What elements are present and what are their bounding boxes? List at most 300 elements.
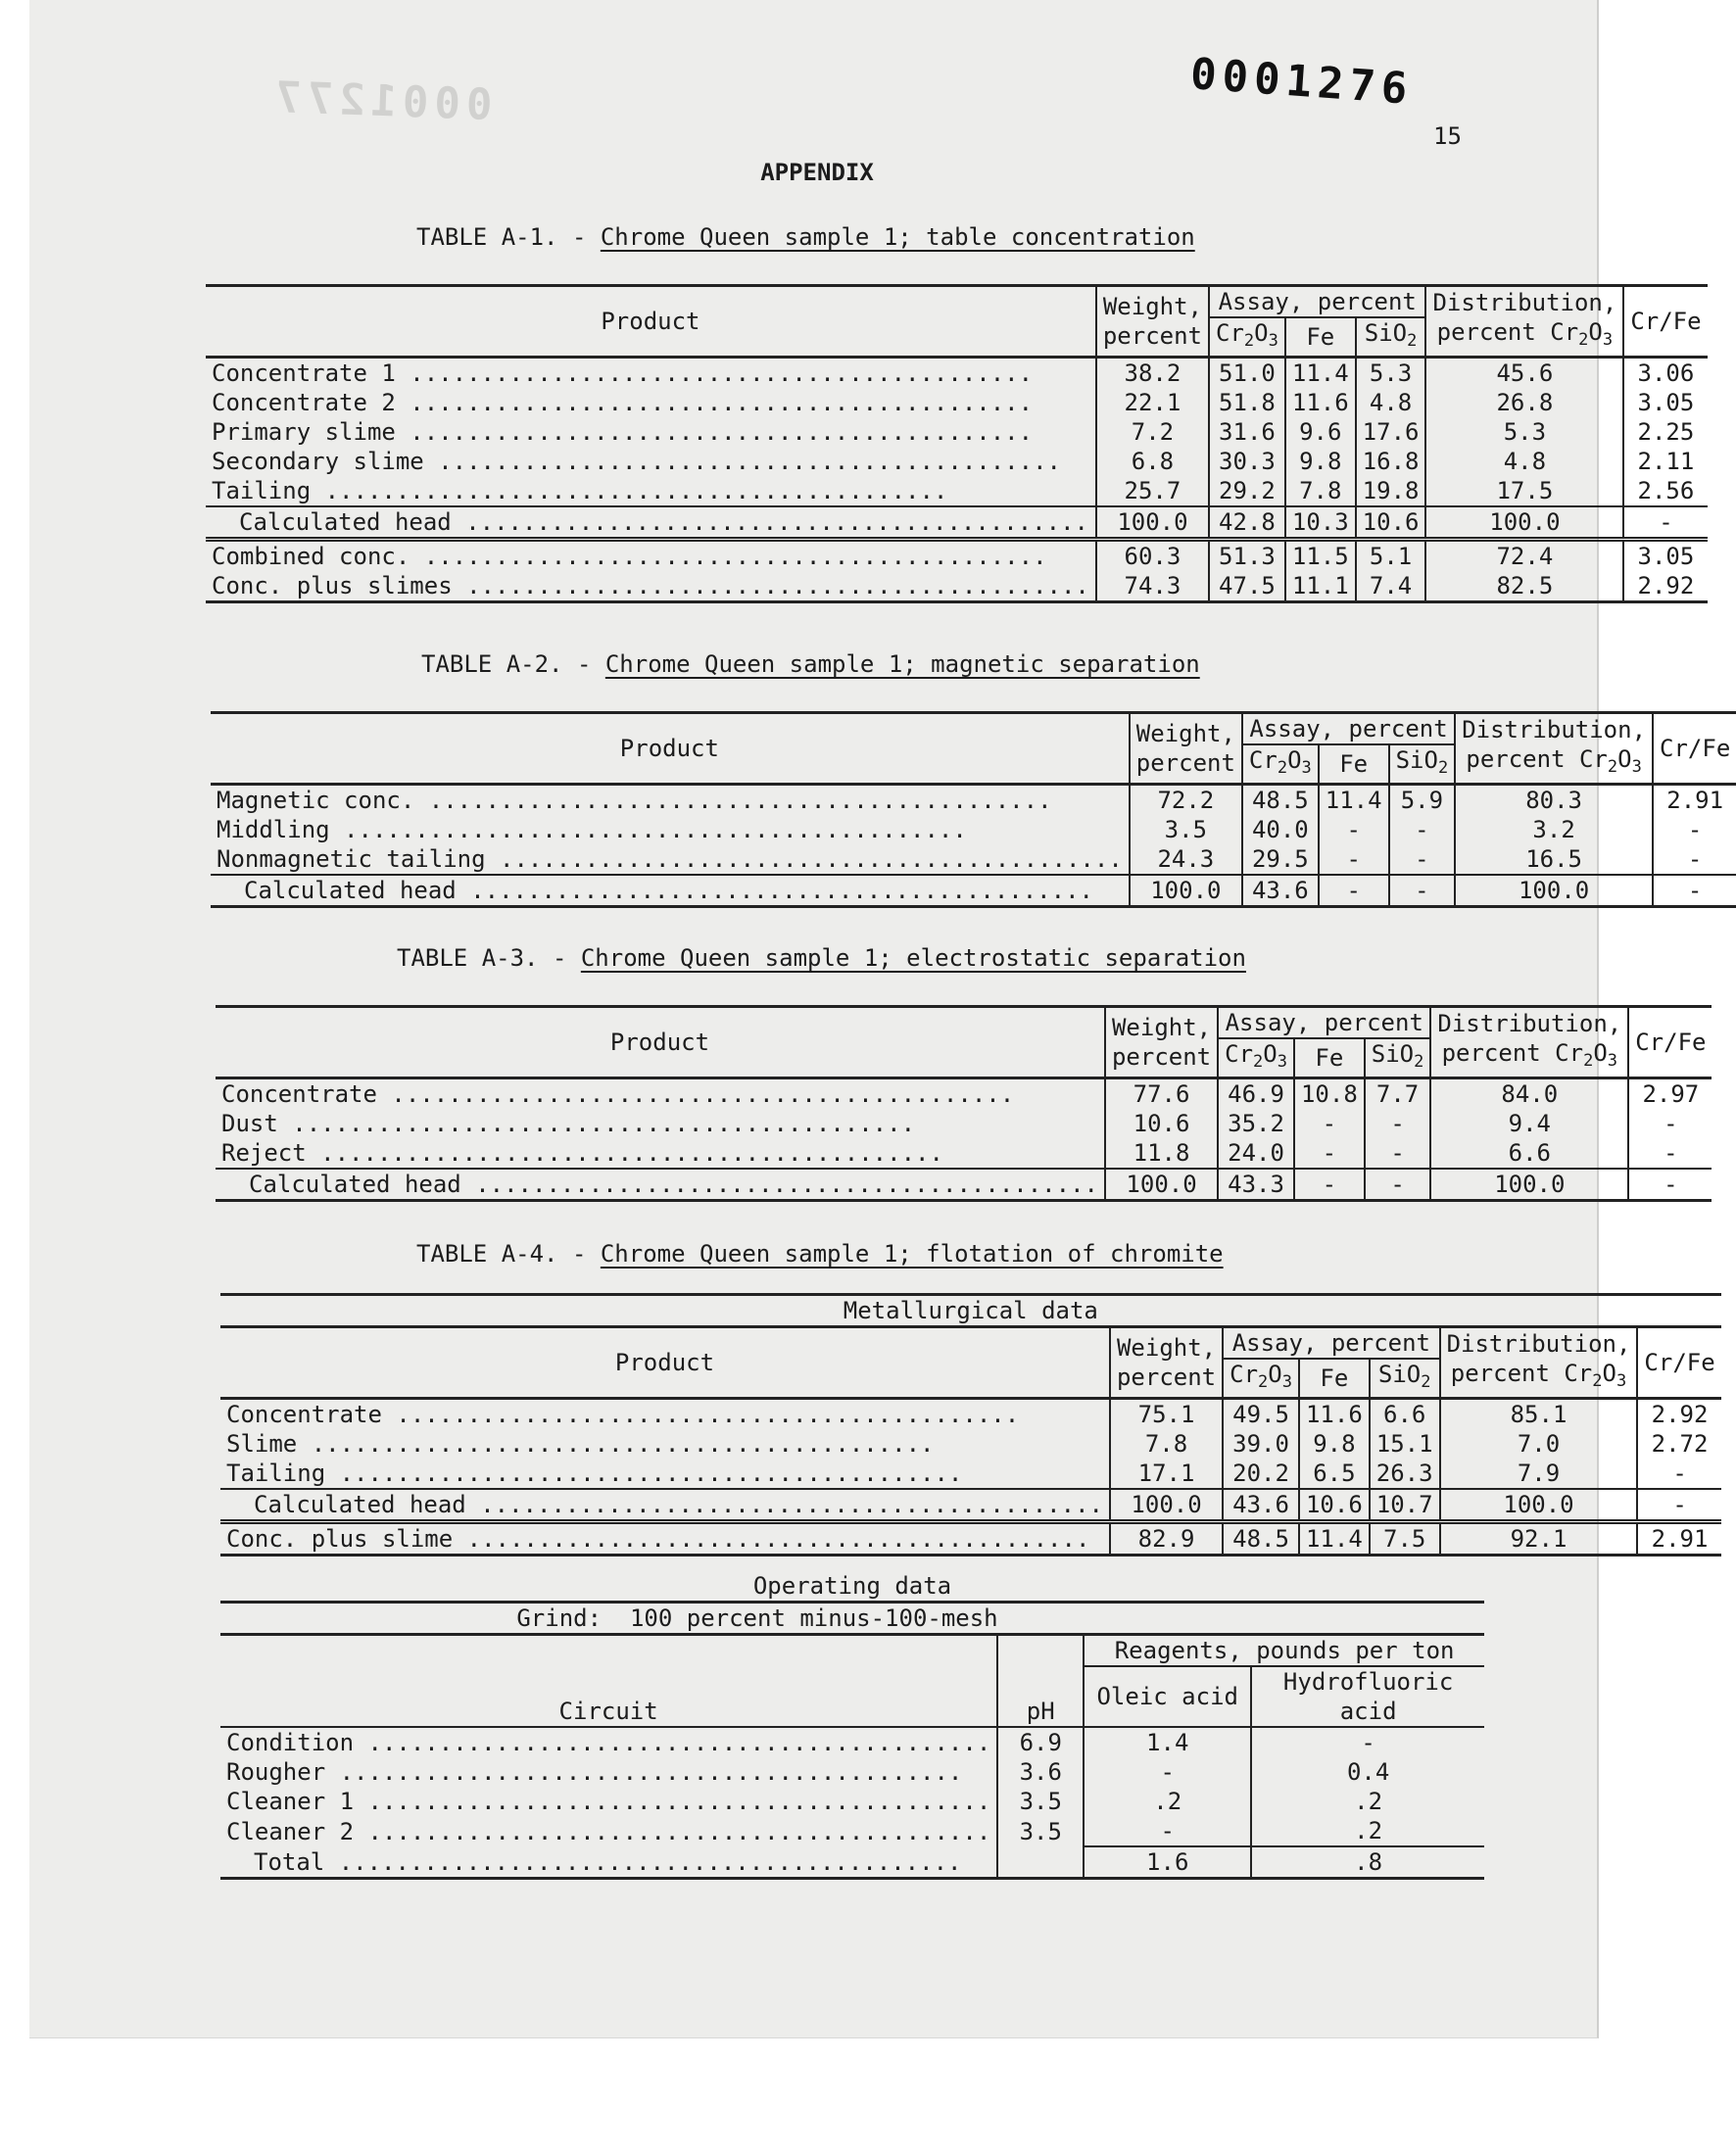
header-fe: Fe [1294, 1038, 1365, 1078]
fe-value: - [1319, 815, 1389, 844]
cr2o3-value: 20.2 [1223, 1459, 1299, 1489]
cr2o3-value: 39.0 [1223, 1429, 1299, 1459]
circuit-row [220, 1727, 1484, 1757]
weight-value: 3.5 [1130, 815, 1242, 844]
product-label: Calculated head ..... [254, 1491, 1103, 1518]
product-label: Conc. plus slime ..... [226, 1525, 1089, 1553]
product-label-cell [220, 1816, 997, 1846]
header-weight-line2: percent [1116, 1364, 1217, 1391]
weight-value: 6.8 [1096, 447, 1209, 476]
subscript: 2 [1421, 1372, 1431, 1392]
product-label: Concentrate 2 ..... [212, 389, 1033, 416]
product-label: Nonmagnetic tailing ..... [217, 845, 1123, 873]
distribution-value: 72.4 [1425, 540, 1623, 572]
fe-value: 7.8 [1285, 476, 1356, 506]
ph-value [997, 1846, 1084, 1879]
crfe-value: 2.72 [1637, 1429, 1720, 1459]
header-dist-line1: Distribution, [1462, 716, 1647, 743]
header-product: Product [216, 1007, 1105, 1078]
operating-data-heading: Operating data [220, 1571, 1484, 1603]
header-weight-line2: percent [1135, 749, 1235, 777]
header-sio2 [1356, 317, 1426, 358]
sio2-value: 5.3 [1356, 358, 1426, 389]
header-fe: Fe [1285, 317, 1356, 358]
table-row [220, 1459, 1721, 1489]
header-distribution: Distribution, percent $Cr_2O_3$ [1455, 713, 1653, 785]
product-label: Slime ..... [226, 1430, 934, 1458]
table-a3-title [397, 944, 1246, 972]
product-label: Combined conc. ..... [212, 543, 1047, 570]
circuit-row [220, 1757, 1484, 1787]
fe-value: 11.5 [1285, 540, 1356, 572]
appendix-heading: APPENDIX [760, 159, 874, 186]
header-sio2 [1365, 1038, 1431, 1078]
weight-value: 25.7 [1096, 476, 1209, 506]
page-number: 15 [1433, 122, 1462, 150]
weight-value: 100.0 [1110, 1489, 1223, 1522]
weight-value: 22.1 [1096, 388, 1209, 417]
table-row [206, 358, 1708, 389]
product-label: Concentrate ..... [221, 1080, 1014, 1108]
ph-value: 6.9 [997, 1727, 1084, 1757]
table-a1 [206, 284, 1708, 603]
distribution-value: 100.0 [1455, 875, 1653, 907]
product-label: Middling ..... [217, 816, 967, 843]
operating-data-table [220, 1571, 1484, 1880]
header-cr2o3: $Cr_2O_3$ [1209, 317, 1285, 358]
table-a4-title [416, 1240, 1224, 1268]
product-label: Total ..... [254, 1848, 961, 1876]
subscript: 3 [1268, 331, 1278, 351]
cr2o3-value: 51.0 [1209, 358, 1285, 389]
calculated-head-row [206, 506, 1708, 540]
sio2-value: 15.1 [1370, 1429, 1440, 1459]
grind-value: 100 percent minus-100-mesh [629, 1604, 998, 1632]
product-label: Rougher ..... [226, 1758, 962, 1786]
subscript: 2 [1407, 331, 1418, 351]
sio2-value: - [1365, 1109, 1431, 1138]
header-weight [1110, 1327, 1223, 1399]
distribution-value: 9.4 [1430, 1109, 1628, 1138]
distribution-value: 100.0 [1430, 1169, 1628, 1201]
distribution-value: 92.1 [1440, 1522, 1638, 1556]
table-row [211, 815, 1736, 844]
crfe-value: - [1623, 506, 1707, 540]
fe-value: 11.4 [1299, 1522, 1370, 1556]
product-label: Dust ..... [221, 1110, 915, 1137]
sio2-value: - [1389, 844, 1456, 875]
bleed-through-stamp: 0001277 [268, 72, 494, 130]
product-label-cell [216, 1169, 1105, 1201]
header-circuit: Circuit [558, 1698, 658, 1725]
header-assay: Assay, percent [1242, 713, 1455, 745]
header-crfe: Cr/Fe [1623, 286, 1707, 358]
sio2-value: 7.7 [1365, 1078, 1431, 1110]
crfe-value: - [1628, 1109, 1712, 1138]
table-title-prefix: TABLE A-2. - [421, 650, 605, 678]
subscript: 2 [1258, 1372, 1269, 1392]
product-label-cell [206, 571, 1096, 602]
sio2-value: 5.1 [1356, 540, 1426, 572]
product-label-cell [211, 815, 1130, 844]
header-dist-line1: Distribution, [1432, 289, 1617, 316]
weight-value: 11.8 [1105, 1138, 1218, 1169]
oleic-acid-value: .2 [1084, 1787, 1251, 1816]
distribution-value: 6.6 [1430, 1138, 1628, 1169]
fe-value: 10.8 [1294, 1078, 1365, 1110]
product-label-cell [211, 875, 1130, 907]
distribution-value: 3.2 [1455, 815, 1653, 844]
weight-value: 38.2 [1096, 358, 1209, 389]
header-weight [1105, 1007, 1218, 1078]
product-label-cell [220, 1846, 997, 1879]
hydrofluoric-acid-value: 0.4 [1251, 1757, 1484, 1787]
table-a4 [220, 1293, 1721, 1556]
product-label: Calculated head ..... [249, 1171, 1098, 1198]
ph-value: 3.6 [997, 1757, 1084, 1787]
calculated-head-row [216, 1169, 1712, 1201]
table-title-prefix: TABLE A-1. - [416, 223, 601, 251]
table-title-prefix: TABLE A-4. - [416, 1240, 601, 1268]
sio2-value: 7.4 [1356, 571, 1426, 602]
cr2o3-value: 48.5 [1242, 785, 1319, 816]
product-label-cell [206, 388, 1096, 417]
crfe-value: 2.91 [1653, 785, 1736, 816]
cr2o3-value: 49.5 [1223, 1399, 1299, 1430]
ph-value: 3.5 [997, 1787, 1084, 1816]
subscript: 2 [1592, 1371, 1603, 1391]
crfe-value: - [1653, 844, 1736, 875]
header-crfe: Cr/Fe [1637, 1327, 1720, 1399]
distribution-value: 82.5 [1425, 571, 1623, 602]
cr2o3-value: 48.5 [1223, 1522, 1299, 1556]
header-weight-line1: Weight, [1135, 720, 1235, 747]
subscript: 2 [1277, 758, 1288, 778]
header-product: Product [220, 1327, 1110, 1399]
fe-value: 11.4 [1319, 785, 1389, 816]
product-label: Calculated head ..... [239, 508, 1088, 536]
fe-value: 10.6 [1299, 1489, 1370, 1522]
crfe-value: 2.56 [1623, 476, 1707, 506]
header-dist-line2: percent Cr [1450, 1360, 1593, 1387]
product-label-cell [206, 417, 1096, 447]
cr2o3-value: 43.6 [1242, 875, 1319, 907]
oleic-acid-value: - [1084, 1757, 1251, 1787]
distribution-value: 84.0 [1430, 1078, 1628, 1110]
subscript: 2 [1414, 1052, 1424, 1072]
header-cr2o3: $Cr_2O_3$ [1223, 1359, 1299, 1399]
header-dist-line1: Distribution, [1437, 1010, 1622, 1037]
subscript: 2 [1607, 757, 1618, 777]
header-fe: Fe [1319, 744, 1389, 785]
calculated-head-row [220, 1489, 1721, 1522]
product-label-cell [220, 1787, 997, 1816]
sio2-value: 4.8 [1356, 388, 1426, 417]
header-weight [1130, 713, 1242, 785]
sio2-value: 6.6 [1370, 1399, 1440, 1430]
header-assay: Assay, percent [1209, 286, 1425, 318]
circuit-row [220, 1816, 1484, 1846]
header-dist-line2: percent Cr [1441, 1039, 1584, 1067]
header-assay: Assay, percent [1223, 1327, 1439, 1360]
weight-value: 100.0 [1130, 875, 1242, 907]
product-label-cell [220, 1429, 1110, 1459]
cr2o3-value: 51.3 [1209, 540, 1285, 572]
table-a1-title [416, 223, 1195, 251]
crfe-value: 3.05 [1623, 388, 1707, 417]
oleic-acid-total: 1.6 [1084, 1846, 1251, 1879]
oleic-acid-value: 1.4 [1084, 1727, 1251, 1757]
sio2-value: 19.8 [1356, 476, 1426, 506]
distribution-value: 16.5 [1455, 844, 1653, 875]
cr2o3-value: 42.8 [1209, 506, 1285, 540]
weight-value: 74.3 [1096, 571, 1209, 602]
header-ph: pH [997, 1635, 1084, 1728]
crfe-value: 2.97 [1628, 1078, 1712, 1110]
crfe-value: - [1628, 1169, 1712, 1201]
header-cr: Cr [1248, 746, 1278, 774]
product-label: Tailing ..... [212, 477, 947, 504]
subscript: 3 [1615, 1371, 1627, 1391]
product-label: Condition ..... [226, 1729, 990, 1756]
sio2-value: - [1389, 815, 1456, 844]
document-stamp-number: 0001276 [1188, 49, 1415, 115]
distribution-value: 5.3 [1425, 417, 1623, 447]
crfe-value: - [1628, 1138, 1712, 1169]
weight-value: 60.3 [1096, 540, 1209, 572]
header-cr2o3: $Cr_2O_3$ [1218, 1038, 1294, 1078]
distribution-value: 4.8 [1425, 447, 1623, 476]
cr2o3-value: 40.0 [1242, 815, 1319, 844]
table-row [206, 447, 1708, 476]
header-product: Product [211, 713, 1130, 785]
header-weight-line2: percent [1111, 1043, 1212, 1071]
product-label-cell [206, 476, 1096, 506]
product-label: Tailing ..... [226, 1460, 962, 1487]
weight-value: 7.8 [1110, 1429, 1223, 1459]
product-label: Cleaner 1 ..... [226, 1788, 990, 1815]
weight-value: 77.6 [1105, 1078, 1218, 1110]
total-row [220, 1846, 1484, 1879]
product-label-cell [216, 1078, 1105, 1110]
header-weight-line1: Weight, [1116, 1334, 1217, 1362]
hydrofluoric-acid-value: .2 [1251, 1787, 1484, 1816]
header-cr2o3: $Cr_2O_3$ [1242, 744, 1319, 785]
header-dist-line2: percent Cr [1466, 745, 1608, 773]
table-row [220, 1429, 1721, 1459]
table-a3 [216, 1005, 1712, 1202]
header-reagents: Reagents, pounds per ton [1084, 1635, 1484, 1667]
subscript: 3 [1281, 1372, 1292, 1392]
header-sio: SiO [1377, 1361, 1422, 1388]
sio2-value: 10.6 [1356, 506, 1426, 540]
fe-value: - [1319, 844, 1389, 875]
subscript: 2 [1253, 1052, 1264, 1072]
header-dist-line1: Distribution, [1446, 1330, 1631, 1358]
table-row [216, 1078, 1712, 1110]
fe-value: 11.1 [1285, 571, 1356, 602]
cr2o3-value: 30.3 [1209, 447, 1285, 476]
weight-value: 100.0 [1096, 506, 1209, 540]
fe-value: 11.4 [1285, 358, 1356, 389]
distribution-value: 100.0 [1425, 506, 1623, 540]
product-label-cell [220, 1459, 1110, 1489]
header-oleic-acid: Oleic acid [1084, 1666, 1251, 1727]
table-title-text: Chrome Queen sample 1; magnetic separation [604, 650, 1200, 678]
product-label-cell [206, 506, 1096, 540]
hydrofluoric-acid-total: .8 [1251, 1846, 1484, 1879]
weight-value: 75.1 [1110, 1399, 1223, 1430]
product-label: Cleaner 2 ..... [226, 1818, 990, 1845]
cr2o3-value: 35.2 [1218, 1109, 1294, 1138]
combined-row [206, 571, 1708, 602]
calculated-head-row [211, 875, 1736, 907]
product-label: Secondary slime ..... [212, 448, 1061, 475]
table-a2 [211, 711, 1736, 908]
product-label-cell [206, 447, 1096, 476]
product-label: Concentrate 1 ..... [212, 359, 1033, 387]
subscript: 2 [1578, 330, 1589, 350]
fe-value: - [1294, 1109, 1365, 1138]
header-sio: SiO [1364, 319, 1408, 347]
distribution-value: 26.8 [1425, 388, 1623, 417]
cr2o3-value: 43.3 [1218, 1169, 1294, 1201]
ph-value: 3.5 [997, 1816, 1084, 1846]
fe-value: 11.6 [1299, 1399, 1370, 1430]
weight-value: 17.1 [1110, 1459, 1223, 1489]
weight-value: 82.9 [1110, 1522, 1223, 1556]
table-title-text: Chrome Queen sample 1; table concentration [600, 223, 1195, 251]
crfe-value: 2.11 [1623, 447, 1707, 476]
header-sio: SiO [1371, 1040, 1415, 1068]
subscript: 3 [1277, 1052, 1287, 1072]
table-title-text: Chrome Queen sample 1; electrostatic separation [580, 944, 1246, 972]
distribution-value: 7.9 [1440, 1459, 1638, 1489]
product-label-cell [206, 540, 1096, 572]
header-crfe: Cr/Fe [1628, 1007, 1712, 1078]
cr2o3-value: 46.9 [1218, 1078, 1294, 1110]
header-distribution: Distribution, percent $Cr_2O_3$ [1440, 1327, 1638, 1399]
header-sio2 [1389, 744, 1456, 785]
crfe-value: - [1637, 1489, 1720, 1522]
fe-value: 9.8 [1299, 1429, 1370, 1459]
table-title-prefix: TABLE A-3. - [397, 944, 581, 972]
subscript: 2 [1243, 331, 1255, 351]
table-row [216, 1138, 1712, 1169]
subscript: 3 [1631, 757, 1642, 777]
subscript: 3 [1301, 758, 1312, 778]
header-weight-line1: Weight, [1111, 1014, 1212, 1041]
crfe-value: - [1653, 875, 1736, 907]
fe-value: 9.8 [1285, 447, 1356, 476]
product-label: Reject ..... [221, 1139, 943, 1167]
product-label-cell [211, 785, 1130, 816]
fe-value: - [1294, 1169, 1365, 1201]
circuit-row [220, 1787, 1484, 1816]
cr2o3-value: 43.6 [1223, 1489, 1299, 1522]
sio2-value: - [1389, 875, 1456, 907]
hydrofluoric-acid-value: .2 [1251, 1816, 1484, 1846]
grind-label: Grind: [516, 1604, 603, 1632]
product-label: Magnetic conc. ..... [217, 787, 1052, 814]
crfe-value: 2.92 [1637, 1399, 1720, 1430]
header-sio: SiO [1395, 746, 1438, 774]
sio2-value: 7.5 [1370, 1522, 1440, 1556]
header-assay: Assay, percent [1218, 1007, 1430, 1039]
crfe-value: 2.92 [1623, 571, 1707, 602]
header-cr: Cr [1230, 1361, 1259, 1388]
crfe-value: 3.05 [1623, 540, 1707, 572]
distribution-value: 100.0 [1440, 1489, 1638, 1522]
table-row [211, 785, 1736, 816]
header-cr: Cr [1216, 319, 1244, 347]
header-cr: Cr [1225, 1040, 1254, 1068]
weight-value: 10.6 [1105, 1109, 1218, 1138]
distribution-value: 80.3 [1455, 785, 1653, 816]
conc-plus-slime-row [220, 1522, 1721, 1556]
sio2-value: 26.3 [1370, 1459, 1440, 1489]
table-title-text: Chrome Queen sample 1; flotation of chromite [600, 1240, 1224, 1268]
product-label-cell [206, 358, 1096, 389]
fe-value: 10.3 [1285, 506, 1356, 540]
header-distribution: Distribution, percent $Cr_2O_3$ [1430, 1007, 1628, 1078]
header-product: Product [206, 286, 1096, 358]
product-label-cell [220, 1727, 997, 1757]
distribution-value: 45.6 [1425, 358, 1623, 389]
fe-value: - [1294, 1138, 1365, 1169]
cr2o3-value: 31.6 [1209, 417, 1285, 447]
crfe-value: 3.06 [1623, 358, 1707, 389]
header-crfe: Cr/Fe [1653, 713, 1736, 785]
oleic-acid-value: - [1084, 1816, 1251, 1846]
header-hydrofluoric-acid: Hydrofluoric acid [1251, 1666, 1484, 1727]
subscript: 2 [1583, 1051, 1594, 1071]
table-a2-title [421, 650, 1200, 678]
grind-line [220, 1603, 1484, 1635]
header-sio2 [1370, 1359, 1440, 1399]
cr2o3-value: 29.2 [1209, 476, 1285, 506]
hydrofluoric-acid-value: - [1251, 1727, 1484, 1757]
sio2-value: 16.8 [1356, 447, 1426, 476]
product-label: Concentrate ..... [226, 1401, 1019, 1428]
table-row [206, 476, 1708, 506]
sio2-value: - [1365, 1138, 1431, 1169]
distribution-value: 17.5 [1425, 476, 1623, 506]
crfe-value: - [1653, 815, 1736, 844]
crfe-value: 2.25 [1623, 417, 1707, 447]
product-label-cell [220, 1399, 1110, 1430]
product-label: Primary slime ..... [212, 418, 1033, 446]
product-label-cell [220, 1489, 1110, 1522]
product-label-cell [211, 844, 1130, 875]
cr2o3-value: 47.5 [1209, 571, 1285, 602]
weight-value: 7.2 [1096, 417, 1209, 447]
sio2-value: 17.6 [1356, 417, 1426, 447]
subscript: 2 [1437, 758, 1449, 778]
table-row [220, 1399, 1721, 1430]
product-label: Conc. plus slimes ..... [212, 572, 1089, 599]
weight-value: 24.3 [1130, 844, 1242, 875]
table-row [216, 1109, 1712, 1138]
crfe-value: 2.91 [1637, 1522, 1720, 1556]
fe-value: 11.6 [1285, 388, 1356, 417]
subscript: 3 [1602, 330, 1614, 350]
header-weight-line1: Weight, [1102, 293, 1203, 320]
metallurgical-data-heading: Metallurgical data [220, 1295, 1721, 1327]
cr2o3-value: 29.5 [1242, 844, 1319, 875]
fe-value: 6.5 [1299, 1459, 1370, 1489]
product-label-cell [220, 1522, 1110, 1556]
